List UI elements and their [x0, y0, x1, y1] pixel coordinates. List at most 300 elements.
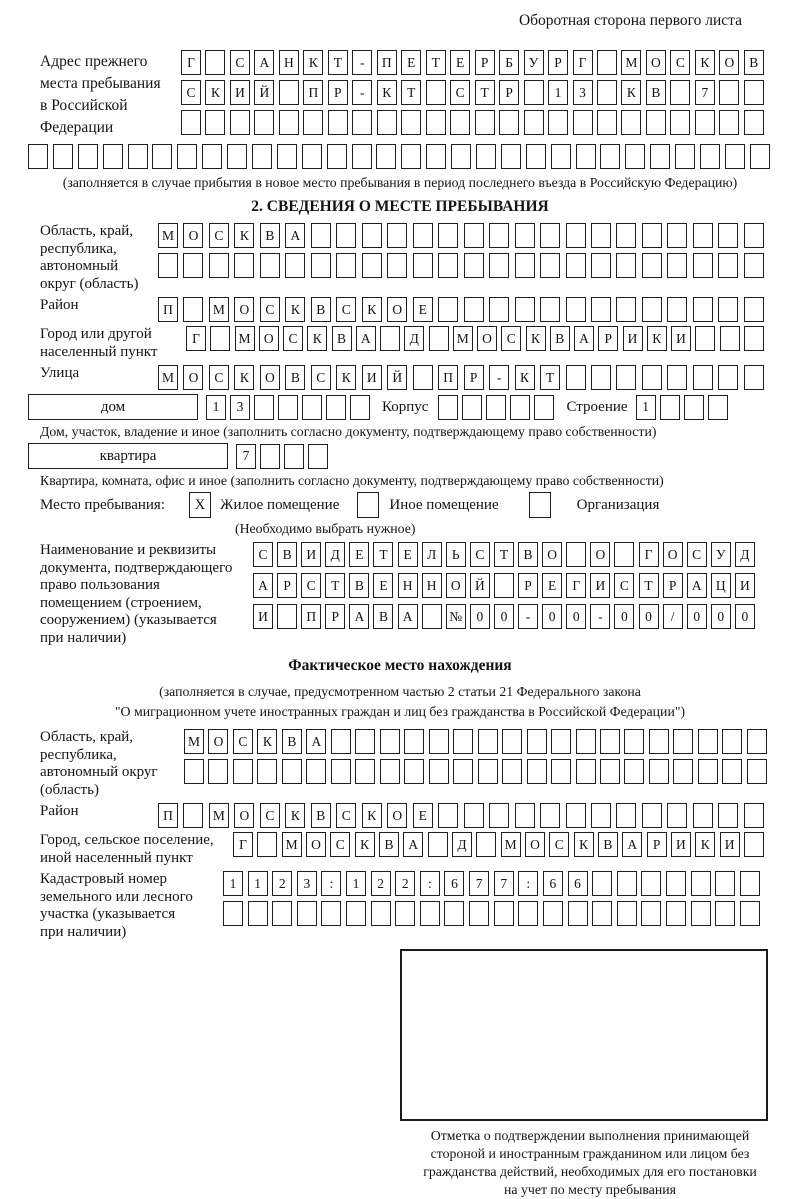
- char-box: 1: [548, 80, 568, 105]
- char-box: [438, 223, 458, 248]
- char-box: [518, 901, 538, 926]
- char-box: [355, 729, 375, 754]
- prev-address-box-row-1: [181, 50, 764, 75]
- char-box: [257, 759, 277, 784]
- char-box: [184, 759, 204, 784]
- char-box: [744, 80, 764, 105]
- char-box: [464, 253, 484, 278]
- char-box: [548, 110, 568, 135]
- char-box: [700, 144, 720, 169]
- char-box: 3: [573, 80, 593, 105]
- stamp-caption: Отметка о подтверждении выполнения принимающей стороной и иностранным гражданином или лицом без гражданства действий, необходимых для его постановки на учет по месту пребывания: [423, 1128, 757, 1197]
- char-box: К: [574, 832, 594, 857]
- char-box: М: [235, 326, 255, 351]
- char-box: [624, 729, 644, 754]
- char-box: 7: [695, 80, 715, 105]
- char-box: [429, 759, 449, 784]
- char-box: А: [356, 326, 376, 351]
- street-row: [28, 365, 772, 390]
- char-box: Р: [663, 573, 683, 598]
- char-box: [438, 297, 458, 322]
- char-box: 0: [687, 604, 707, 629]
- char-box: Е: [398, 542, 418, 567]
- char-box: К: [362, 297, 382, 322]
- char-box: И: [671, 326, 691, 351]
- region2-row: [28, 729, 772, 799]
- char-box: Ь: [446, 542, 466, 567]
- section2-title: 2. СВЕДЕНИЯ О МЕСТЕ ПРЕБЫВАНИЯ: [251, 198, 549, 215]
- char-box: Р: [647, 832, 667, 857]
- char-box: [499, 110, 519, 135]
- char-box: Н: [422, 573, 442, 598]
- char-box: [362, 223, 382, 248]
- char-box: К: [234, 223, 254, 248]
- char-box: 1: [206, 395, 226, 420]
- char-box: [718, 365, 738, 390]
- char-box: М: [453, 326, 473, 351]
- stay-choose-note: (Необходимо выбрать нужное): [235, 521, 416, 536]
- char-box: И: [735, 573, 755, 598]
- char-box: О: [387, 803, 407, 828]
- char-box: 0: [566, 604, 586, 629]
- char-box: [401, 110, 421, 135]
- char-box: [666, 871, 686, 896]
- char-box: [420, 901, 440, 926]
- char-box: [576, 759, 596, 784]
- char-box: [502, 759, 522, 784]
- char-box: Д: [404, 326, 424, 351]
- char-box: М: [158, 365, 178, 390]
- char-box: О: [259, 326, 279, 351]
- char-box: Р: [548, 50, 568, 75]
- char-box: [597, 80, 617, 105]
- char-box: [667, 803, 687, 828]
- char-box: [740, 901, 760, 926]
- char-box: М: [501, 832, 521, 857]
- char-box: [429, 729, 449, 754]
- char-box: О: [719, 50, 739, 75]
- char-box: [600, 144, 620, 169]
- char-box: [744, 223, 764, 248]
- char-box: Й: [470, 573, 490, 598]
- char-box: Е: [450, 50, 470, 75]
- char-box: 7: [469, 871, 489, 896]
- char-box: [515, 253, 535, 278]
- stamp-box: [400, 949, 768, 1121]
- char-box: С: [336, 297, 356, 322]
- region2-box-row-2: [184, 759, 767, 784]
- char-box: [750, 144, 770, 169]
- char-box: [566, 803, 586, 828]
- char-box: [401, 144, 421, 169]
- char-box: Г: [573, 50, 593, 75]
- stay-option-org-checkbox: [529, 492, 551, 518]
- region-rows: [158, 223, 764, 278]
- char-box: [272, 901, 292, 926]
- stay-option-inoe-label: Иное помещение: [389, 496, 499, 513]
- char-box: [28, 144, 48, 169]
- char-box: [566, 542, 586, 567]
- char-box: Т: [401, 80, 421, 105]
- char-box: [308, 444, 328, 469]
- char-box: -: [352, 80, 372, 105]
- char-box: 6: [543, 871, 563, 896]
- house-number-boxes: [206, 395, 370, 420]
- char-box: [371, 901, 391, 926]
- char-box: Р: [325, 604, 345, 629]
- char-box: У: [711, 542, 731, 567]
- char-box: [183, 803, 203, 828]
- cadastral-box-row-2: [223, 901, 760, 926]
- char-box: [494, 901, 514, 926]
- char-box: №: [446, 604, 466, 629]
- char-box: С: [501, 326, 521, 351]
- document-label: Наименование и реквизиты документа, подтверждающего право пользования помещением (строением, сооружением) (указывается при наличии): [40, 542, 233, 646]
- char-box: [413, 253, 433, 278]
- char-box: [501, 144, 521, 169]
- char-box: [303, 110, 323, 135]
- char-box: 0: [639, 604, 659, 629]
- char-box: [489, 223, 509, 248]
- char-box: [475, 110, 495, 135]
- char-box: [327, 144, 347, 169]
- char-box: И: [590, 573, 610, 598]
- char-box: Р: [518, 573, 538, 598]
- char-box: Е: [413, 803, 433, 828]
- char-box: 3: [230, 395, 250, 420]
- char-box: [597, 50, 617, 75]
- char-box: К: [621, 80, 641, 105]
- char-box: И: [301, 542, 321, 567]
- prev-address-box-row-3: [181, 110, 764, 135]
- char-box: И: [230, 80, 250, 105]
- char-box: [413, 365, 433, 390]
- char-box: 0: [735, 604, 755, 629]
- city2-box-row: [233, 832, 764, 857]
- char-box: [566, 297, 586, 322]
- city-box-row: [186, 326, 764, 351]
- char-box: [566, 365, 586, 390]
- char-box: [464, 803, 484, 828]
- char-box: К: [355, 832, 375, 857]
- char-box: [302, 395, 322, 420]
- char-box: О: [542, 542, 562, 567]
- char-box: [260, 444, 280, 469]
- char-box: О: [477, 326, 497, 351]
- char-box: [566, 253, 586, 278]
- region2-box-row-1: [184, 729, 767, 754]
- char-box: :: [518, 871, 538, 896]
- char-box: А: [574, 326, 594, 351]
- char-box: А: [687, 573, 707, 598]
- char-box: [380, 326, 400, 351]
- char-box: [540, 253, 560, 278]
- char-box: [616, 253, 636, 278]
- char-box: В: [598, 832, 618, 857]
- char-box: А: [285, 223, 305, 248]
- char-box: К: [205, 80, 225, 105]
- char-box: Р: [328, 80, 348, 105]
- char-box: [695, 110, 715, 135]
- char-box: Б: [499, 50, 519, 75]
- char-box: Л: [422, 542, 442, 567]
- char-box: В: [373, 604, 393, 629]
- char-box: [279, 80, 299, 105]
- char-box: Т: [426, 50, 446, 75]
- char-box: [527, 729, 547, 754]
- char-box: [302, 144, 322, 169]
- char-box: А: [349, 604, 369, 629]
- char-box: [252, 144, 272, 169]
- stay-option-zhiloe-label: Жилое помещение: [220, 496, 340, 513]
- char-box: [306, 759, 326, 784]
- char-box: [667, 253, 687, 278]
- char-box: А: [403, 832, 423, 857]
- char-box: А: [253, 573, 273, 598]
- char-box: К: [303, 50, 323, 75]
- char-box: К: [526, 326, 546, 351]
- char-box: В: [277, 542, 297, 567]
- char-box: [744, 110, 764, 135]
- char-box: П: [301, 604, 321, 629]
- char-box: О: [387, 297, 407, 322]
- char-box: [720, 326, 740, 351]
- prev-address-note: (заполняется в случае прибытия в новое место пребывания в период последнего въезда в Российскую Федерацию): [62, 175, 738, 190]
- char-box: Н: [279, 50, 299, 75]
- char-box: [667, 297, 687, 322]
- char-box: 2: [371, 871, 391, 896]
- char-box: [568, 901, 588, 926]
- char-box: [744, 326, 764, 351]
- char-box: С: [283, 326, 303, 351]
- char-box: [438, 395, 458, 420]
- actual-location-note: (заполняется в случае, предусмотренном частью 2 статьи 21 Федерального закона "О миграционном учете иностранных граждан и лиц без гражданства в Российской Федерации"): [114, 684, 686, 719]
- char-box: С: [230, 50, 250, 75]
- char-box: [233, 759, 253, 784]
- char-box: П: [158, 297, 178, 322]
- char-box: [438, 803, 458, 828]
- char-box: [205, 50, 225, 75]
- char-box: [591, 223, 611, 248]
- char-box: [591, 365, 611, 390]
- char-box: Т: [328, 50, 348, 75]
- char-box: 0: [470, 604, 490, 629]
- char-box: В: [311, 297, 331, 322]
- char-box: [380, 729, 400, 754]
- char-box: С: [687, 542, 707, 567]
- char-box: С: [470, 542, 490, 567]
- char-box: О: [183, 365, 203, 390]
- char-box: [152, 144, 172, 169]
- char-box: 1: [223, 871, 243, 896]
- char-box: [311, 253, 331, 278]
- char-box: [725, 144, 745, 169]
- char-box: С: [260, 803, 280, 828]
- char-box: [486, 395, 506, 420]
- char-box: Е: [413, 297, 433, 322]
- char-box: [515, 297, 535, 322]
- char-box: [624, 759, 644, 784]
- char-box: [641, 901, 661, 926]
- char-box: [103, 144, 123, 169]
- stay-type-row: [28, 492, 772, 518]
- char-box: [478, 759, 498, 784]
- char-box: К: [307, 326, 327, 351]
- char-box: [387, 253, 407, 278]
- char-box: [227, 144, 247, 169]
- char-box: [642, 803, 662, 828]
- char-box: [600, 759, 620, 784]
- char-box: -: [352, 50, 372, 75]
- char-box: [715, 871, 735, 896]
- char-box: Т: [373, 542, 393, 567]
- char-box: М: [209, 803, 229, 828]
- char-box: [641, 871, 661, 896]
- document-box-row-3: [253, 604, 755, 629]
- char-box: 6: [444, 871, 464, 896]
- char-box: М: [209, 297, 229, 322]
- char-box: М: [158, 223, 178, 248]
- char-box: [591, 803, 611, 828]
- char-box: В: [282, 729, 302, 754]
- char-box: [573, 110, 593, 135]
- char-box: [722, 729, 742, 754]
- char-box: [476, 144, 496, 169]
- char-box: И: [253, 604, 273, 629]
- char-box: В: [332, 326, 352, 351]
- document-box-row-1: [253, 542, 755, 567]
- char-box: [285, 253, 305, 278]
- char-box: [257, 832, 277, 857]
- char-box: С: [260, 297, 280, 322]
- char-box: [277, 144, 297, 169]
- char-box: Г: [233, 832, 253, 857]
- char-box: Т: [325, 573, 345, 598]
- char-box: [362, 253, 382, 278]
- char-box: [469, 901, 489, 926]
- char-box: [177, 144, 197, 169]
- char-box: С: [336, 803, 356, 828]
- district2-label: Район: [40, 803, 79, 819]
- prev-address-rows: [181, 50, 764, 135]
- char-box: [718, 253, 738, 278]
- char-box: [642, 365, 662, 390]
- char-box: [534, 395, 554, 420]
- char-box: К: [515, 365, 535, 390]
- char-box: 7: [494, 871, 514, 896]
- char-box: [282, 759, 302, 784]
- char-box: В: [646, 80, 666, 105]
- char-box: [428, 832, 448, 857]
- char-box: В: [260, 223, 280, 248]
- cadastral-box-row-1: [223, 871, 760, 896]
- char-box: [540, 297, 560, 322]
- char-box: [524, 110, 544, 135]
- char-box: 1: [248, 871, 268, 896]
- char-box: Т: [475, 80, 495, 105]
- char-box: [260, 253, 280, 278]
- char-box: [740, 871, 760, 896]
- char-box: [625, 144, 645, 169]
- char-box: [747, 729, 767, 754]
- region-box-row-1: [158, 223, 764, 248]
- char-box: [438, 253, 458, 278]
- char-box: [395, 901, 415, 926]
- char-box: [489, 803, 509, 828]
- char-box: [352, 110, 372, 135]
- char-box: [230, 110, 250, 135]
- char-box: К: [285, 297, 305, 322]
- char-box: [331, 759, 351, 784]
- char-box: [451, 144, 471, 169]
- char-box: [660, 395, 680, 420]
- char-box: [693, 253, 713, 278]
- stay-option-inoe-checkbox: [357, 492, 379, 518]
- stroenie-label: Строение: [566, 399, 628, 415]
- korpus-label: Корпус: [382, 399, 429, 415]
- char-box: [350, 395, 370, 420]
- char-box: [600, 729, 620, 754]
- district-label: Район: [40, 297, 79, 313]
- char-box: 7: [236, 444, 256, 469]
- char-box: [614, 542, 634, 567]
- char-box: В: [744, 50, 764, 75]
- apartment-number-boxes: [236, 444, 328, 469]
- apartment-row: [28, 443, 772, 469]
- stay-type-label: Место пребывания:: [40, 496, 165, 513]
- char-box: [346, 901, 366, 926]
- char-box: В: [379, 832, 399, 857]
- char-box: Г: [639, 542, 659, 567]
- char-box: [413, 223, 433, 248]
- char-box: [429, 326, 449, 351]
- char-box: [670, 110, 690, 135]
- char-box: [591, 253, 611, 278]
- document-box-row-2: [253, 573, 755, 598]
- char-box: [591, 297, 611, 322]
- char-box: [526, 144, 546, 169]
- char-box: [673, 729, 693, 754]
- char-box: [675, 144, 695, 169]
- char-box: С: [549, 832, 569, 857]
- char-box: К: [285, 803, 305, 828]
- char-box: С: [670, 50, 690, 75]
- char-box: [693, 803, 713, 828]
- char-box: [453, 729, 473, 754]
- char-box: Ц: [711, 573, 731, 598]
- char-box: К: [362, 803, 382, 828]
- char-box: С: [330, 832, 350, 857]
- char-box: [649, 729, 669, 754]
- char-box: [462, 395, 482, 420]
- char-box: С: [209, 223, 229, 248]
- cadastral-rows: [223, 871, 760, 926]
- char-box: Н: [398, 573, 418, 598]
- char-box: :: [420, 871, 440, 896]
- char-box: [642, 253, 662, 278]
- char-box: П: [438, 365, 458, 390]
- char-box: [616, 803, 636, 828]
- char-box: [78, 144, 98, 169]
- char-box: [621, 110, 641, 135]
- char-box: [355, 759, 375, 784]
- char-box: [478, 729, 498, 754]
- char-box: Д: [325, 542, 345, 567]
- char-box: [336, 253, 356, 278]
- char-box: К: [695, 832, 715, 857]
- char-box: [510, 395, 530, 420]
- district2-box-row: [158, 803, 764, 828]
